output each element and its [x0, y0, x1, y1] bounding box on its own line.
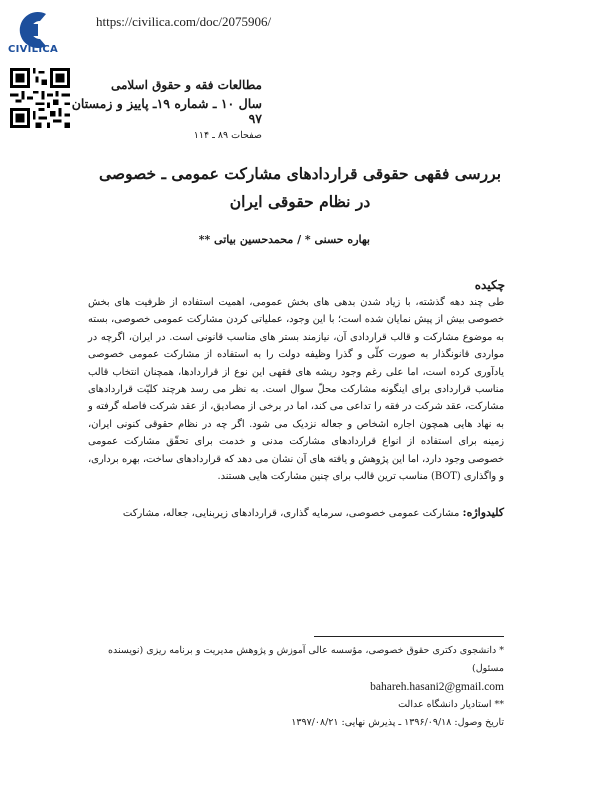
journal-header [62, 78, 262, 145]
journal-pages: صفحات ۸۹ ـ ۱۱۴ [193, 130, 262, 141]
keywords-label: کلیدواژه: [462, 506, 504, 519]
keywords-text: مشارکت عمومی خصوصی، سرمایه گذاری، قراردادهای زیربنایی، جعاله، مشارکت [122, 508, 460, 519]
journal-name: مطالعات فقه و حقوق اسلامی [110, 78, 262, 92]
authors: بهاره حسنی * / محمدحسین بیاتی ** [198, 233, 370, 246]
document-url-link[interactable]: https://civilica.com/doc/2075906/ [96, 14, 272, 29]
abstract-text: طی چند دهه گذشته، با زیاد شدن بدهی های بخش عمومی، اهمیت استفاده از ظرفیت های بخش خصوصی بیش از پیش نمایان شده است؛ با این وجود، عملیاتی کردن مشارکت عمومی خصوصی، بسته به موضوع مشارکت و قالب قراردادی آن، نیازمند بستر های مناسب قانونی است. در ایران، اگرچه در مواردی قانونگذار به صورت کلّی و گذرا وظیفه دولت را به استفاده از مشارکت عمومی خصوصی یادآوری کرده است، اما علی رغم وجود ریشه های فقهی این نوع از قراردادها، همچنان انتخاب قالب مناسب قراردادی برای اینگونه مشارکت محلّ سوال است. به نظر می رسد هرچند کلیّت قراردادهای مشارکت، عقد شرکت در فقه را تداعی می کند، اما در برخی از مصادیق، از عقد شرکت فاصله گرفته و به نهاد هایی همچون اجاره اشخاص و جعاله نزدیک می شود. اگر چه در نظام حقوقی کنونی ایران، زمینه برای استفاده از انواع قراردادهای مشارکت مدنی و خدمت برای تحقّق مشارکت عمومی خصوصی وجود دارد، اما این پژوهش و یافته های آن نشان می دهد که قراردادهای ساخت، بهره برداری، و واگذاری (BOT) مناسب ترین قالب برای چنین مشارکت هایی هستند. [87, 297, 504, 483]
received-accepted-dates: تاریخ وصول: ۱۳۹۶/۰۹/۱۸ ـ پذیرش نهایی: ۱۳۹۷/۰۸/۲۱ [291, 717, 504, 728]
footnote-divider [314, 636, 504, 637]
title-line-1: بررسی فقهی حقوقی قراردادهای مشارکت عمومی ـ خصوصی [98, 164, 502, 183]
paper-title [90, 160, 510, 216]
footnotes [84, 642, 504, 732]
title-line-2: در نظام حقوقی ایران [229, 192, 371, 211]
qr-code-icon [10, 68, 70, 128]
keywords [88, 506, 504, 519]
author-email: bahareh.hasani2@gmail.com [370, 681, 504, 693]
journal-issue: سال ۱۰ ـ شماره ۱۹ـ پاییز و زمستان ۹۷ [71, 96, 262, 126]
brand-name: CIVILICA [7, 44, 59, 55]
footnote-author-1: * دانشجوی دکتری حقوق خصوصی، مؤسسه عالی آموزش و پژوهش مدیریت و برنامه ریزی (نویسنده مسئول) [108, 645, 504, 674]
footnote-author-2: ** استادیار دانشگاه عدالت [398, 699, 504, 710]
abstract-heading: چکیده [474, 278, 505, 292]
